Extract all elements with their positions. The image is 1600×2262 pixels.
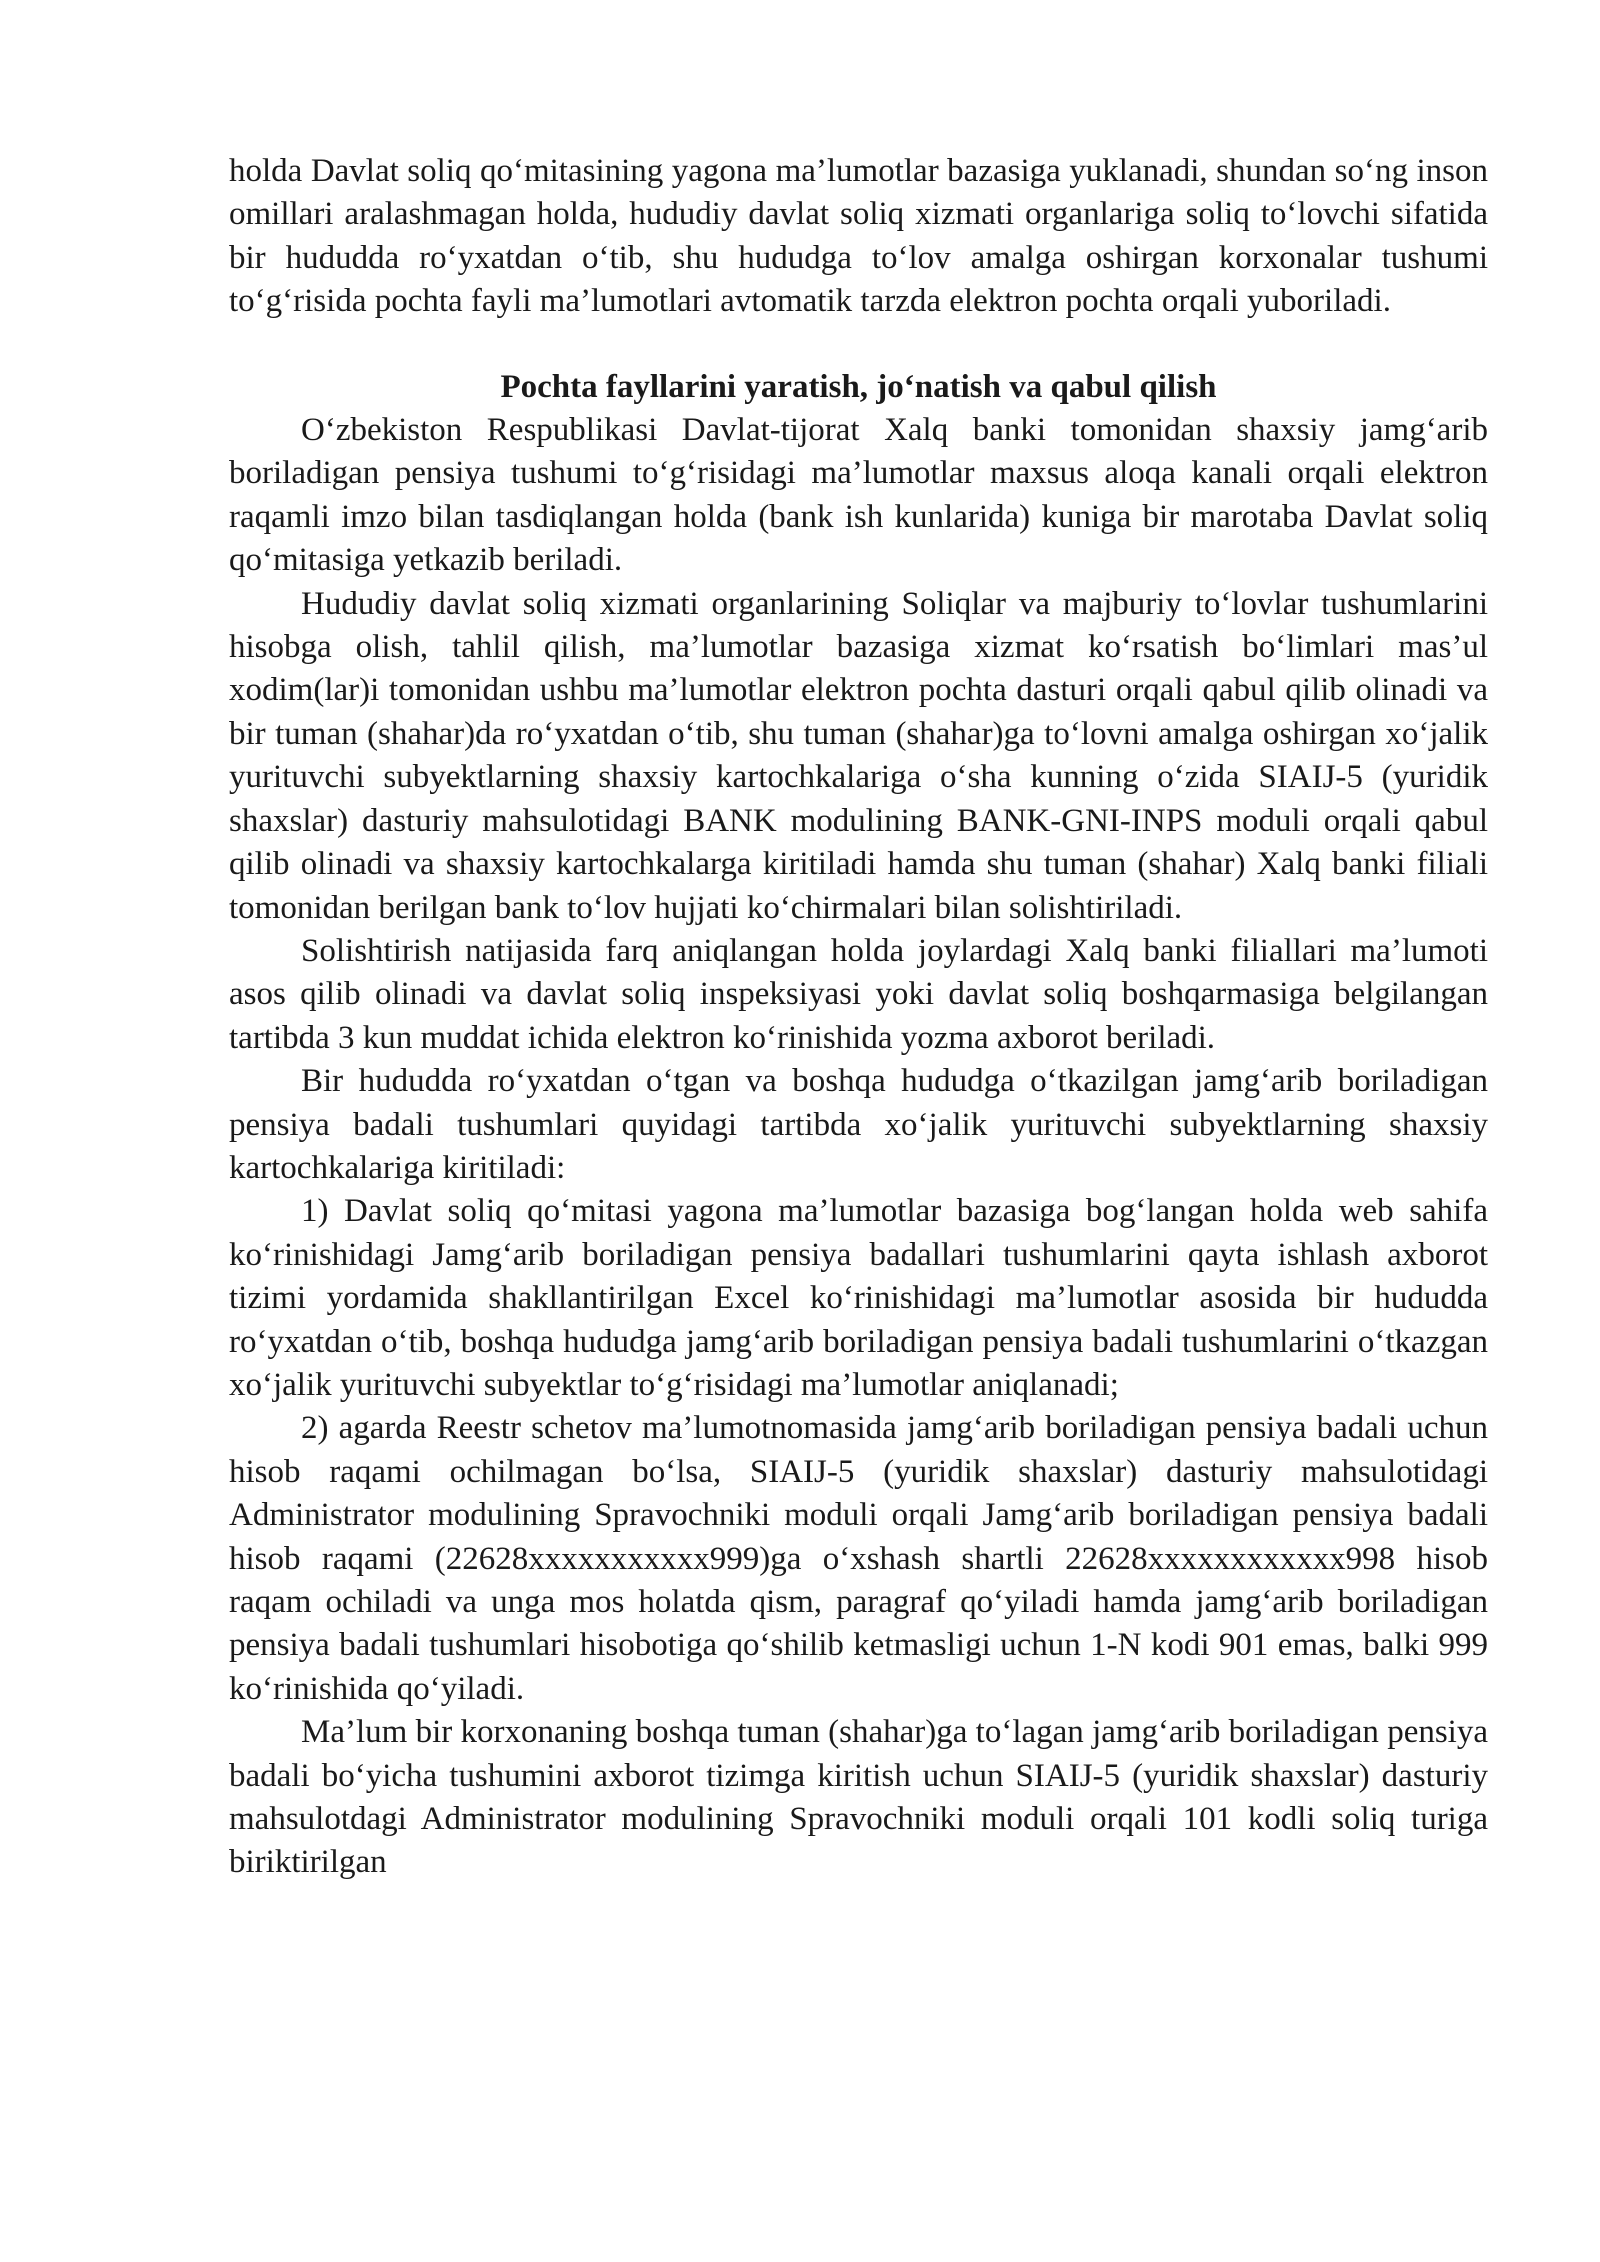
paragraph-bank-delivery: O‘zbekiston Respublikasi Davlat-tijorat Xalq banki tomonidan shaxsiy jamg‘arib boriladigan pensiya tushumi to‘g‘risidagi ma’lumotlar maxsus aloqa kanali orqali elektron raqamli imzo bilan tasdiqlangan holda (bank ish kunlarida) kuniga bir marotaba Davlat soliq qo‘mitasiga yetkazib beriladi. [229,412,1488,579]
list-item-1: 1) Davlat soliq qo‘mitasi yagona ma’lumotlar bazasiga bog‘langan holda web sahifa ko‘rinishidagi Jamg‘arib boriladigan pensiya badallari tushumlarini qayta ishlash axborot tizimi yordamida shakllantirilgan Excel ko‘rinishidagi ma’lumotlar asosida bir hududda ro‘yxatdan o‘tib, boshqa hududga jamg‘arib boriladigan pensiya badali tushumlarini o‘tkazgan xo‘jalik yurituvchi subyektlar to‘g‘risidagi ma’lumotlar aniqlanadi; [229,1193,1488,1403]
section-heading: Pochta fayllarini yaratish, jo‘natish va qabul qilish [500,368,1217,405]
paragraph-transfer-procedure: Bir hududda ro‘yxatdan o‘tgan va boshqa hududga o‘tkazilgan jamg‘arib boriladigan pensiya badali tushumlari quyidagi tartibda xo‘jalik yurituvchi subyektlarning shaxsiy kartochkalariga kiritiladi: [229,1063,1488,1186]
paragraph-reconciliation: Solishtirish natijasida farq aniqlangan holda joylardagi Xalq banki filiallari ma’lumoti asos qilib olinadi va davlat soliq inspeksiyasi yoki davlat soliq boshqarmasiga belgilangan tartibda 3 kun muddat ichida elektron ko‘rinishida yozma axborot beriladi. [229,932,1488,1056]
paragraph-enterprise-payment: Ma’lum bir korxonaning boshqa tuman (shahar)ga to‘lagan jamg‘arib boriladigan pensiya badali bo‘yicha tushumini axborot tizimga kiritish uchun SIAIJ-5 (yuridik shaxslar) dasturiy mahsulotdagi Administrator modulining Spravochniki moduli orqali 101 kodli soliq turiga biriktirilgan [229,1714,1488,1881]
paragraph-regional-processing: Hududiy davlat soliq xizmati organlarining Soliqlar va majburiy to‘lovlar tushumlarini hisobga olish, tahlil qilish, ma’lumotlar bazasiga xizmat ko‘rsatish bo‘limlari mas’ul xodim(lar)i tomonidan ushbu ma’lumotlar elektron pochta dasturi orqali qabul qilib olinadi va bir tuman (shahar)da ro‘yxatdan o‘tib, shu tuman (shahar)ga to‘lovni amalga oshirgan xo‘jalik yurituvchi subyektlarning shaxsiy kartochkalariga o‘sha kunning o‘zida SIAIJ-5 (yuridik shaxslar) dasturiy mahsulotidagi BANK modulining BANK-GNI-INPS moduli orqali qabul qilib olinadi va shaxsiy kartochkalarga kiritiladi hamda shu tuman (shahar) Xalq banki filiali tomonidan berilgan bank to‘lov hujjati ko‘chirmalari bilan solishtiriladi. [229,585,1488,926]
document-page [229,150,1488,1885]
list-item-2: 2) agarda Reestr schetov ma’lumotnomasida jamg‘arib boriladigan pensiya badali uchun hisob raqami ochilmagan bo‘lsa, SIAIJ-5 (yuridik shaxslar) dasturiy mahsulotidagi Administrator modulining Spravochniki moduli orqali Jamg‘arib boriladigan pensiya badali hisob raqami (22628xxxxxxxxxxx999)ga o‘xshash shartli 22628xxxxxxxxxxxx998 hisob raqam ochiladi va unga mos holatda qism, paragraf qo‘yiladi hamda jamg‘arib boriladigan pensiya badali tushumlari hisobotiga qo‘shilib ketmasligi uchun 1-N kodi 901 emas, balki 999 ko‘rinishida qo‘yiladi. [229,1410,1488,1707]
intro-paragraph: holda Davlat soliq qo‘mitasining yagona ma’lumotlar bazasiga yuklanadi, shundan so‘ng inson omillari aralashmagan holda, hududiy davlat soliq xizmati organlariga soliq to‘lovchi sifatida bir hududda ro‘yxatdan o‘tib, shu hududga to‘lov amalga oshirgan korxonalar tushumi to‘g‘risida pochta fayli ma’lumotlari avtomatik tarzda elektron pochta orqali yuboriladi. [229,153,1488,320]
